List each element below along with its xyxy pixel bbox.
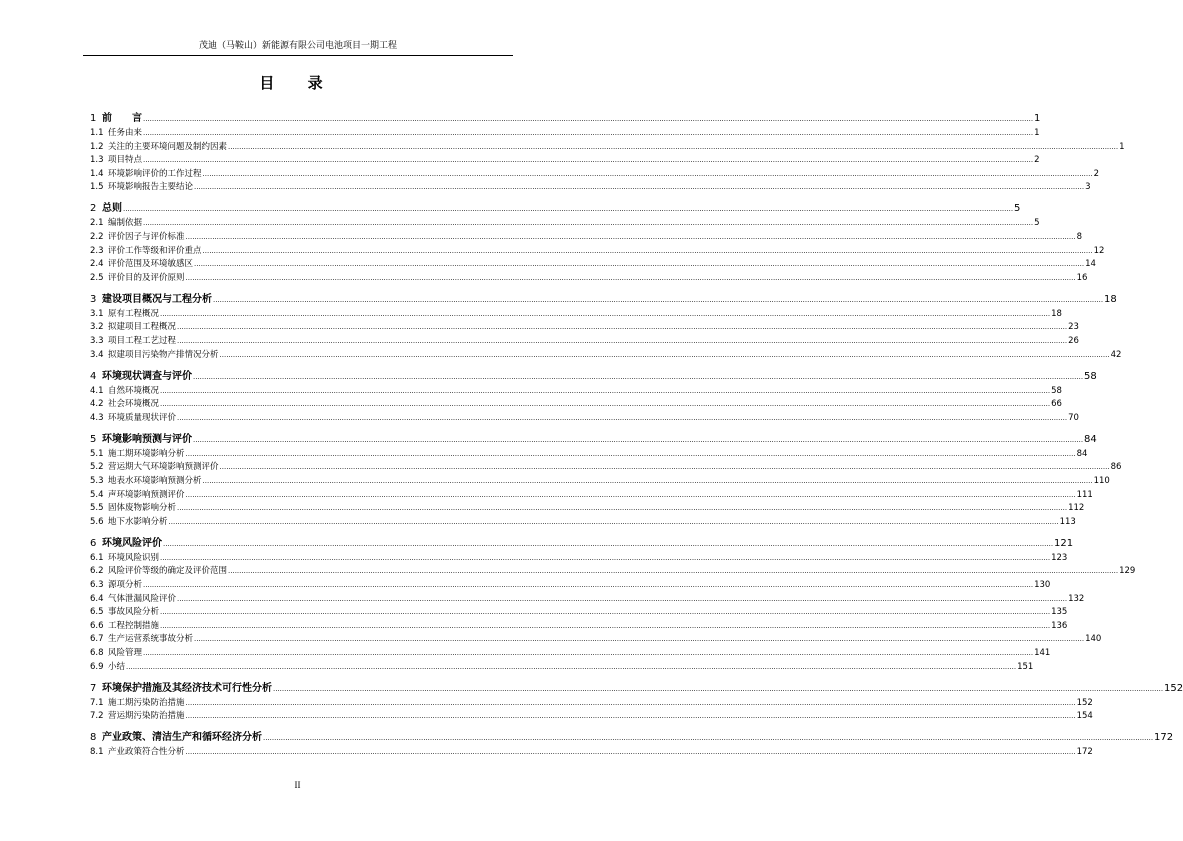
toc-section-entry[interactable] <box>90 348 1122 361</box>
toc-entry-number: 5.3 <box>90 476 104 486</box>
toc-entry-page: 130 <box>1034 580 1051 590</box>
toc-entry-label: 拟建项目污染物产排情况分析 <box>108 349 219 360</box>
toc-entry-number: 2.3 <box>90 245 104 256</box>
toc-entry-page: 14 <box>1085 259 1096 270</box>
toc-entry-page: 151 <box>1017 661 1034 672</box>
dot-leader: ................................................................................................................................................................................................................................................................................................................................................................................................................ <box>177 323 1068 332</box>
toc-entry-label: 风险评价等级的确定及评价范围 <box>108 566 228 577</box>
toc-entry-label: 原有工程概况 <box>108 308 160 319</box>
toc-entry-page: 136 <box>1051 620 1068 631</box>
toc-section-entry[interactable] <box>90 216 1040 229</box>
toc-entry-number: 5.1 <box>90 448 104 459</box>
dot-leader: ................................................................................................................................................................................................................................................................................................................................................................................................................ <box>185 698 1076 707</box>
toc-section-entry[interactable] <box>90 167 1099 180</box>
toc-entry-label: 固体废物影响分析 <box>108 503 177 514</box>
toc-section-entry[interactable] <box>90 397 1062 410</box>
toc-section-entry[interactable] <box>90 307 1062 320</box>
toc-entry-page: 58 <box>1051 385 1062 396</box>
toc-entry-page: 152 <box>1164 682 1183 694</box>
toc-entry-label: 项目工程工艺过程 <box>108 336 177 346</box>
toc-entry-label: 地表水环境影响预测分析 <box>108 476 202 486</box>
toc-section-entry[interactable] <box>90 244 1105 257</box>
toc-entry-page: 152 <box>1076 697 1093 708</box>
toc-entry-label: 前 言 <box>102 113 142 124</box>
toc-entry-page: 129 <box>1119 566 1136 577</box>
toc-section-entry[interactable] <box>90 660 1034 673</box>
toc-entry-label: 营运期大气环境影响预测评价 <box>108 462 219 473</box>
toc-entry-page: 26 <box>1068 336 1079 346</box>
toc-entry-label: 社会环境概况 <box>108 399 160 410</box>
toc-entry-label: 事故风险分析 <box>108 607 160 618</box>
toc-entry-number: 6.5 <box>90 607 104 618</box>
toc-entry-number: 7 <box>90 682 97 694</box>
toc-entry-number: 2.5 <box>90 272 104 283</box>
dot-leader: ................................................................................................................................................................................................................................................................................................................................................................................................................ <box>202 246 1093 255</box>
dot-leader: ................................................................................................................................................................................................................................................................................................................................................................................................................ <box>177 337 1068 345</box>
toc-entry-number: 3.4 <box>90 349 104 360</box>
toc-entry-number: 6.1 <box>90 552 104 563</box>
dot-leader: ................................................................................................................................................................................................................................................................................................................................................................................................................ <box>143 581 1034 589</box>
toc-entry-number: 2.2 <box>90 232 104 242</box>
toc-entry-number: 1.4 <box>90 168 104 179</box>
toc-entry-label: 环境影响评价的工作过程 <box>108 168 202 179</box>
toc-entry-number: 3.3 <box>90 336 104 346</box>
toc-section-entry[interactable] <box>90 153 1040 166</box>
toc-entry-page: 112 <box>1068 503 1085 514</box>
toc-entry-label: 环境影响预测与评价 <box>102 433 192 445</box>
toc-entry-page: 123 <box>1051 552 1068 563</box>
toc-section-entry[interactable] <box>90 646 1051 659</box>
toc-entry-number: 7.2 <box>90 711 104 722</box>
toc-chapter-entry[interactable] <box>90 679 1183 694</box>
dot-leader: ................................................................................................................................................................................................................................................................................................................................................................................................................ <box>177 413 1068 422</box>
dot-leader: ................................................................................................................................................................................................................................................................................................................................................................................................................ <box>160 309 1051 318</box>
toc-entry-label: 评价目的及评价原则 <box>108 272 185 283</box>
toc-chapter-entry[interactable] <box>90 367 1097 382</box>
dot-leader: ................................................................................................................................................................................................................................................................................................................................................................................................................ <box>177 594 1068 603</box>
toc-entry-page: 135 <box>1051 607 1068 618</box>
dot-leader: ................................................................................................................................................................................................................................................................................................................................................................................................................ <box>193 372 1084 381</box>
toc-entry-label: 风险管理 <box>108 648 143 658</box>
toc-entry-label: 营运期污染防治措施 <box>108 711 185 722</box>
dot-leader: ................................................................................................................................................................................................................................................................................................................................................................................................................ <box>185 748 1076 757</box>
toc-entry-label: 环境质量现状评价 <box>108 412 177 423</box>
toc-entry-label: 环境风险识别 <box>108 552 160 563</box>
dot-leader: ................................................................................................................................................................................................................................................................................................................................................................................................................ <box>163 539 1054 548</box>
toc-entry-page: 111 <box>1076 489 1093 500</box>
dot-leader: ................................................................................................................................................................................................................................................................................................................................................................................................................ <box>177 504 1068 513</box>
toc-section-entry[interactable] <box>90 180 1091 193</box>
toc-entry-number: 6.8 <box>90 648 104 658</box>
dot-leader: ................................................................................................................................................................................................................................................................................................................................................................................................................ <box>160 608 1051 617</box>
toc-section-entry[interactable] <box>90 384 1062 397</box>
dot-leader: ................................................................................................................................................................................................................................................................................................................................................................................................................ <box>185 449 1076 458</box>
dot-leader: ................................................................................................................................................................................................................................................................................................................................................................................................................ <box>185 490 1076 499</box>
toc-entry-number: 5.6 <box>90 516 104 527</box>
toc-entry-label: 评价因子与评价标准 <box>108 232 185 242</box>
toc-entry-number: 6.9 <box>90 661 104 672</box>
toc-section-entry[interactable] <box>90 501 1085 514</box>
toc-section-entry[interactable] <box>90 515 1076 528</box>
toc-entry-number: 1.2 <box>90 141 104 152</box>
toc-entry-number: 2 <box>90 203 97 215</box>
dot-leader: ................................................................................................................................................................................................................................................................................................................................................................................................................ <box>228 142 1119 151</box>
dot-leader: ................................................................................................................................................................................................................................................................................................................................................................................................................ <box>185 233 1076 241</box>
toc-entry-number: 3.1 <box>90 308 104 319</box>
toc-entry-page: 1 <box>1119 141 1125 152</box>
toc-entry-label: 编制依据 <box>108 218 143 229</box>
dot-leader: ................................................................................................................................................................................................................................................................................................................................................................................................................ <box>126 662 1017 671</box>
toc-entry-page: 1 <box>1034 128 1040 138</box>
toc-entry-label: 源项分析 <box>108 580 143 590</box>
toc-entry-label: 关注的主要环境问题及制约因素 <box>108 141 228 152</box>
dot-leader: ................................................................................................................................................................................................................................................................................................................................................................................................................ <box>143 115 1034 123</box>
toc-entry-page: 8 <box>1076 232 1082 242</box>
toc-entry-label: 环境保护措施及其经济技术可行性分析 <box>102 682 272 694</box>
dot-leader: ................................................................................................................................................................................................................................................................................................................................................................................................................ <box>143 219 1034 228</box>
toc-entry-label: 建设项目概况与工程分析 <box>102 293 212 305</box>
toc-entry-page: 121 <box>1054 537 1074 549</box>
toc-entry-number: 6 <box>90 537 97 549</box>
toc-entry-page: 132 <box>1068 593 1085 604</box>
toc-entry-number: 5.5 <box>90 503 104 514</box>
toc-chapter-entry[interactable] <box>90 290 1117 305</box>
toc-entry-number: 1.5 <box>90 182 104 193</box>
dot-leader: ................................................................................................................................................................................................................................................................................................................................................................................................................ <box>185 712 1076 721</box>
toc-entry-number: 6.7 <box>90 634 104 645</box>
toc-section-entry[interactable] <box>90 460 1122 473</box>
toc-entry-number: 2.4 <box>90 259 104 270</box>
toc-section-entry[interactable] <box>90 696 1093 709</box>
toc-entry-number: 3 <box>90 293 97 305</box>
toc-entry-label: 产业政策、清洁生产和循环经济分析 <box>102 732 262 744</box>
toc-entry-page: 84 <box>1076 448 1088 459</box>
toc-entry-page: 66 <box>1051 399 1062 410</box>
toc-entry-number: 4 <box>90 370 97 382</box>
toc-entry-number: 8 <box>90 732 97 744</box>
toc-entry-number: 4.3 <box>90 412 104 423</box>
toc-entry-label: 气体泄漏风险评价 <box>108 593 177 604</box>
toc-entry-page: 84 <box>1084 433 1097 445</box>
toc-entry-label: 施工期环境影响分析 <box>108 448 185 459</box>
toc-chapter-entry[interactable] <box>90 534 1074 549</box>
toc-entry-label: 总则 <box>102 203 122 215</box>
toc-entry-label: 评价范围及环境敏感区 <box>108 259 194 270</box>
toc-entry-page: 86 <box>1110 462 1122 473</box>
dot-leader: ................................................................................................................................................................................................................................................................................................................................................................................................................ <box>202 477 1093 485</box>
toc-chapter-entry[interactable] <box>90 430 1097 445</box>
toc-entry-number: 1.1 <box>90 128 104 138</box>
toc-entry-label: 声环境影响预测评价 <box>108 489 185 500</box>
dot-leader: ................................................................................................................................................................................................................................................................................................................................................................................................................ <box>168 517 1059 526</box>
toc-entry-label: 环境风险评价 <box>102 537 162 549</box>
dot-leader: ................................................................................................................................................................................................................................................................................................................................................................................................................ <box>160 553 1051 562</box>
toc-entry-label: 项目特点 <box>108 155 143 166</box>
dot-leader: ................................................................................................................................................................................................................................................................................................................................................................................................................ <box>160 621 1051 630</box>
toc-entry-page: 3 <box>1085 182 1091 193</box>
toc-section-entry[interactable] <box>90 605 1068 618</box>
toc-section-entry[interactable] <box>90 551 1068 564</box>
toc-entry-number: 5.2 <box>90 462 104 473</box>
toc-entry-number: 1.3 <box>90 155 104 166</box>
toc-chapter-entry[interactable] <box>90 728 1174 744</box>
toc-section-entry[interactable] <box>90 320 1079 333</box>
toc-entry-page: 58 <box>1084 370 1097 382</box>
toc-section-entry[interactable] <box>90 271 1088 284</box>
toc-entry-page: 113 <box>1059 516 1076 527</box>
toc-section-entry[interactable] <box>90 488 1093 501</box>
dot-leader: ................................................................................................................................................................................................................................................................................................................................................................................................................ <box>213 295 1104 304</box>
toc-entry-number: 7.1 <box>90 697 104 708</box>
dot-leader: ................................................................................................................................................................................................................................................................................................................................................................................................................ <box>263 734 1154 743</box>
dot-leader: ................................................................................................................................................................................................................................................................................................................................................................................................................ <box>194 183 1085 192</box>
toc-entry-page: 110 <box>1093 476 1110 486</box>
dot-leader: ................................................................................................................................................................................................................................................................................................................................................................................................................ <box>194 635 1085 644</box>
dot-leader: ................................................................................................................................................................................................................................................................................................................................................................................................................ <box>219 350 1110 359</box>
toc-entry-number: 6.3 <box>90 580 104 590</box>
dot-leader: ................................................................................................................................................................................................................................................................................................................................................................................................................ <box>228 567 1119 576</box>
dot-leader: ................................................................................................................................................................................................................................................................................................................................................................................................................ <box>219 463 1110 472</box>
toc-entry-page: 42 <box>1110 349 1122 360</box>
toc-section-entry[interactable] <box>90 140 1125 153</box>
toc-section-entry[interactable] <box>90 334 1079 347</box>
toc-entry-page: 18 <box>1051 308 1062 319</box>
dot-leader: ................................................................................................................................................................................................................................................................................................................................................................................................................ <box>202 169 1093 178</box>
dot-leader: ................................................................................................................................................................................................................................................................................................................................................................................................................ <box>273 684 1164 693</box>
toc-section-entry[interactable] <box>90 447 1088 460</box>
page-title: 目 录 <box>259 74 337 92</box>
toc-section-entry[interactable] <box>90 126 1040 139</box>
running-header: 茂迪（马鞍山）新能源有限公司电池项目一期工程 <box>198 41 397 51</box>
toc-section-entry[interactable] <box>90 632 1102 645</box>
toc-section-entry[interactable] <box>90 564 1136 577</box>
toc-entry-label: 工程控制措施 <box>108 620 160 631</box>
toc-entry-page: 18 <box>1104 293 1117 305</box>
toc-entry-number: 2.1 <box>90 218 104 229</box>
toc-entry-label: 环境现状调查与评价 <box>102 370 192 382</box>
toc-section-entry[interactable] <box>90 578 1051 591</box>
toc-entry-label: 施工期污染防治措施 <box>108 697 185 708</box>
dot-leader: ................................................................................................................................................................................................................................................................................................................................................................................................................ <box>143 649 1034 657</box>
dot-leader: ................................................................................................................................................................................................................................................................................................................................................................................................................ <box>193 435 1084 444</box>
toc-entry-page: 141 <box>1034 648 1051 658</box>
toc-entry-label: 地下水影响分析 <box>108 516 168 527</box>
toc-section-entry[interactable] <box>90 592 1085 605</box>
toc-entry-label: 拟建项目工程概况 <box>108 322 177 333</box>
toc-entry-page: 2 <box>1093 168 1099 179</box>
toc-entry-page: 5 <box>1014 203 1021 215</box>
toc-entry-number: 1 <box>90 113 97 124</box>
toc-entry-label: 任务由来 <box>108 128 143 138</box>
dot-leader: ................................................................................................................................................................................................................................................................................................................................................................................................................ <box>160 386 1051 395</box>
toc-entry-label: 产业政策符合性分析 <box>108 747 185 758</box>
page-number: II <box>294 780 301 790</box>
toc-chapter-entry[interactable] <box>90 199 1021 215</box>
toc-entry-page: 172 <box>1076 747 1093 758</box>
toc-section-entry[interactable] <box>90 709 1093 722</box>
toc-entry-page: 5 <box>1034 218 1040 229</box>
toc-entry-label: 评价工作等级和评价重点 <box>108 245 202 256</box>
toc-entry-page: 23 <box>1068 322 1079 333</box>
toc-chapter-entry[interactable] <box>90 109 1041 124</box>
dot-leader: ................................................................................................................................................................................................................................................................................................................................................................................................................ <box>185 273 1076 282</box>
toc-entry-page: 154 <box>1076 711 1093 722</box>
toc-entry-page: 172 <box>1154 732 1174 744</box>
toc-entry-number: 3.2 <box>90 322 104 333</box>
toc-section-entry[interactable] <box>90 474 1110 487</box>
dot-leader: ................................................................................................................................................................................................................................................................................................................................................................................................................ <box>123 205 1014 214</box>
toc-section-entry[interactable] <box>90 230 1082 243</box>
toc-section-entry[interactable] <box>90 745 1093 758</box>
toc-entry-number: 6.6 <box>90 620 104 631</box>
toc-entry-number: 6.4 <box>90 593 104 604</box>
toc-section-entry[interactable] <box>90 257 1096 270</box>
toc-entry-label: 生产运营系统事故分析 <box>108 634 194 645</box>
toc-entry-number: 5 <box>90 433 97 445</box>
toc-entry-number: 6.2 <box>90 566 104 577</box>
toc-section-entry[interactable] <box>90 411 1079 424</box>
toc-entry-label: 小结 <box>108 661 126 672</box>
dot-leader: ................................................................................................................................................................................................................................................................................................................................................................................................................ <box>143 129 1034 137</box>
toc-entry-page: 2 <box>1034 155 1040 166</box>
toc-entry-page: 1 <box>1034 113 1041 124</box>
toc-entry-number: 4.1 <box>90 385 104 396</box>
dot-leader: ................................................................................................................................................................................................................................................................................................................................................................................................................ <box>160 400 1051 409</box>
dot-leader: ................................................................................................................................................................................................................................................................................................................................................................................................................ <box>194 260 1085 269</box>
toc-entry-page: 12 <box>1093 245 1105 256</box>
toc-entry-label: 自然环境概况 <box>108 385 160 396</box>
toc-entry-page: 140 <box>1085 634 1102 645</box>
toc-entry-page: 16 <box>1076 272 1088 283</box>
toc-section-entry[interactable] <box>90 619 1068 632</box>
toc-entry-number: 4.2 <box>90 399 104 410</box>
toc-entry-page: 70 <box>1068 412 1079 423</box>
dot-leader: ................................................................................................................................................................................................................................................................................................................................................................................................................ <box>143 156 1034 165</box>
toc-entry-number: 8.1 <box>90 747 104 758</box>
toc-entry-label: 环境影响报告主要结论 <box>108 182 194 193</box>
toc-entry-number: 5.4 <box>90 489 104 500</box>
